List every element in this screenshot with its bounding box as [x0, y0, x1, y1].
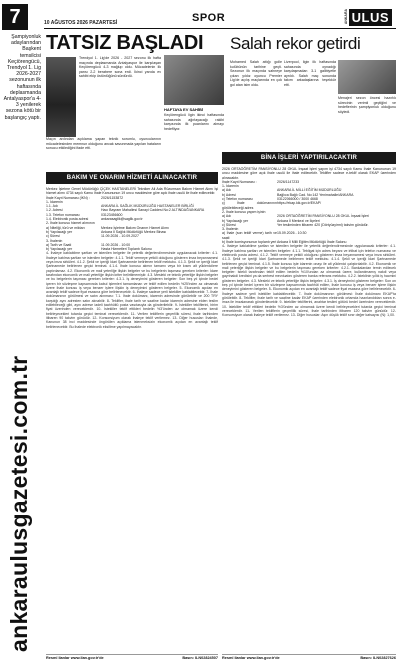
ad-maintenance-body [46, 184, 218, 329]
ad-row-key: 1- İdarenin [46, 199, 63, 204]
ad-row-key: b) Yapılacağı yer [46, 247, 73, 252]
page-number: 7 [2, 4, 28, 30]
ad-row-value: Yer tesliminden itibaren 420 (Dörtyüzyirmi) takvim günüdür. [277, 222, 369, 227]
ad-row-value: 11.09.2026 - 10:00 [101, 242, 131, 247]
story1-body-a: Trendyol 1. Lig'de 2026 - 2027 sezonu ilk hafta maçında deplasmanda Antalyaspor ile karşılaşan Keçiörengücü 4-3 mağlup oldu. Mücadelenin ilk yarısı 2-2 berabere sona erdi. İkinci yarıda ev sahibi ekip üstünlüğünü sürdürdü. [79, 56, 161, 78]
ad-row-value: 03122066000 / 3000 4668 [277, 197, 318, 202]
ad-maintenance-heading: BAKIM VE ONARIM HİZMETİ ALINACAKTIR [46, 172, 218, 184]
ad-row-key: b) Yapılacağı yer [222, 218, 249, 223]
ad-footer-left: Resmî ilanlar www.ilan.gov.tr'de [222, 656, 280, 660]
story1-match-photo [164, 55, 224, 105]
ad-row-key: a) İhale (son teklif verme) tarih ve saati [222, 231, 277, 240]
newspaper-logo [344, 8, 392, 26]
story2-body-a: Mohamed Salah attığı golle kulübünün tarihine geçti. Sezonun ilk maçında sahneye çıkan yıldız oyuncu Premier Lig'de açılış maçlarında en çok gol atan isim oldu. [230, 60, 282, 87]
ad-footer-right: Basın: ILN02827626 [360, 656, 396, 660]
ad-row-key: a) Tarih ve Saati [46, 242, 72, 247]
ad-row-key: a) Niteliği, türü ve miktarı [46, 225, 85, 230]
story1-headline: TATSIZ BAŞLADI [46, 32, 204, 54]
ad-row-value: Ankara İl Sağlık Müdürlüğü Merkez Binası [101, 229, 167, 234]
ad-row-value: ankarasaglik@saglik.gov.tr [101, 217, 143, 222]
ad-row-value: ANKARA İL MİLLİ EĞİTİM MÜDÜRLÜĞÜ [277, 188, 342, 193]
ad-row-key: a) Adı [222, 188, 232, 193]
story2-headline: Salah rekor getirdi [230, 34, 361, 53]
ad-row-value: 2026 ORTAÖĞRETİM PANSİYONLU 28 OKUL İnşaat İşleri [277, 214, 369, 219]
ad-maintenance-terms: 4- İhaleye katılabilme şartları ve istenilen belgeler ile yeterlik değerlendirmesinde uygulanacak kriterler: 4.1. İhaleye katılma şartları ve istenilen belgeler: 4.1.1. Teklif vermeye yetkili olduğunu gösteren imza beyannamesi veya imza sirküleri. 4.1.2. Şekli ve içeriği İdari Şartnamede belirlenen teklif mektubu. 4.1.3. Şekli ve içeriği İdari Şartnamede belirlenen geçici teminat. 4.1.4. İhale konusu alımın tamamı veya bir kısmı alt yüklenicilere yaptırılamaz. 4.2. Ekonomik ve mali yeterliğe ilişkin belgeler ve bu belgelerin taşıması gereken kriterler: İdare tarafından ekonomik ve mali yeterliğe ilişkin kriter belirtilmemiştir. 4.3. Mesleki ve teknik yeterliğe ilişkin belgeler ve bu belgelerin taşıması gereken kriterler: 4.3.1. İş deneyimini gösteren belgeler: Son beş yıl içinde bedel içeren bir sözleşme kapsamında kabul işlemleri tamamlanan ve teklif edilen bedelin %25'inden az olmamak üzere ihale konusu iş veya benzer işlere ilişkin iş deneyimini gösteren belgeler. 5- Ekonomik açıdan en avantajlı teklif sadece fiyat esasına göre belirlenecektir. 6- İhaleye sadece yerli istekliler katılabilecektir. 7- İhale dokümanının görülmesi ve satın alınması: 7.1. İhale dokümanı, idarenin adresinde görülebilir ve 200 TRY karşılığı aynı adresten satın alınabilir. 8- Teklifler, ihale tarih ve saatine kadar idarenin adresine elden teslim edilebileceği gibi, aynı adrese iadeli taahhütlü posta vasıtasıyla da gönderilebilir. 9- İstekliler tekliflerini, birim fiyat üzerinden vereceklerdir. 10- İstekliler teklif ettikleri bedelin %3'ünden az olmamak üzere kendi belirleyecekleri tutarda geçici teminat vereceklerdir. 11- Verilen tekliflerin geçerlilik süresi, ihale tarihinden itibaren 90 takvim günüdür. 12- Konsorsiyum olarak ihaleye teklif verilemez. 13- Diğer hususlar: İhalede, Kanunun 38 inci maddesinde öngörülen açıklama istenmeksizin ekonomik açıdan en avantajlı teklif belirlenecektir. Bu ihalede elektronik eksiltme yapılmayacaktır. [46, 251, 218, 329]
ad-building-terms: 4- İhaleye katılabilme şartları ve istenilen belgeler ile yeterlik değerlendirmesinde uygulanacak kriterler: 4.1. İhaleye katılma şartları ve istenilen belgeler: 4.1.1. Tebligat için adres beyanı ve irtibat için telefon numarası ve elektronik posta adresi. 4.1.2. Teklif vermeye yetkili olduğunu gösteren imza beyannamesi veya imza sirküleri. 4.1.3. Şekli ve içeriği İdari Şartnamede belirlenen teklif mektubu. 4.1.4. Şekli ve içeriği İdari Şartnamede belirlenen geçici teminat. 4.1.5. İhale konusu işte idarenin onayı ile alt yüklenici çalıştırılabilir. 4.2. Ekonomik ve mali yeterliğe ilişkin belgeler ve bu belgelerin taşıması gereken kriterler: 4.2.1. Bankalardan temin edilecek belgeler: İstekli tarafından teklif edilen bedelin %10'undan az olmamak üzere, kullanılmamış nakdi veya gayrinakdi kredisini ya da serbest mevduatını gösteren banka referans mektubu. 4.2.2. İsteklinin yıllık iş hacmini gösteren belgeler. 4.3. Mesleki ve teknik yeterliğe ilişkin belgeler: 4.3.1. İş deneyimini gösteren belgeler: Son on beş yıl içinde bedel içeren bir sözleşme kapsamında taahhüt edilen, ihale konusu iş veya benzer işlere ilişkin deneyimini gösteren belgeler. 5- Ekonomik açıdan en avantajlı teklif sadece fiyat esasına göre belirlenecektir. 6- İhaleye sadece yerli istekliler katılabilecektir. 7- İhale dokümanının görülmesi: İhale dokümanı EKAP'ta görülebilir. 8- Teklifler, ihale tarih ve saatine kadar EKAP üzerinden elektronik ortamda hazırlandıktan sonra e-imza ile imzalanarak gönderilecektir. 9- İstekliler tekliflerini, anahtar teslimi götürü bedel üzerinden vereceklerdir. 10- İstekliler teklif ettikleri bedelin %3'ünden az olmamak üzere kendi belirleyecekleri tutarda geçici teminat vereceklerdir. 11- Verilen tekliflerin geçerlilik süresi, ihale tarihinden itibaren 120 takvim günüdür. 12- Konsorsiyum olarak ihaleye teklif verilemez. 13- Diğer hususlar: Aşırı düşük teklif sınır değer katsayısı (N): 1,00. [222, 244, 396, 318]
header-rule [44, 28, 396, 29]
ad-row-key: 1.3. Telefon numarası [46, 212, 80, 217]
ad-row-key: b) İhale komisyonunun toplantı yeri [222, 240, 277, 245]
ad-row-value: 03123456600 [101, 212, 123, 217]
ikn-label: İhale Kayıt Numarası : [222, 179, 257, 184]
ad-row-key: c) Süresi [222, 222, 236, 227]
left-sidebar [0, 0, 42, 662]
ad-building [222, 152, 396, 662]
ad-row-key: c) Süresi [46, 234, 60, 239]
ad-maintenance-rows [46, 200, 218, 252]
ad-row-key: 1.2. Adresi [46, 208, 63, 213]
ad-row-value: https://ekap.kik.gov.tr/EKAP/ [277, 201, 322, 206]
ad-row-key: 1.4. Elektronik posta adresi [46, 217, 89, 222]
ad-row-key: c) Telefon numarası [222, 197, 253, 202]
ad-building-body [222, 164, 396, 317]
story1-body-c: Keçiörengücü ligin ikinci haftasında sahasında ağırlayacağı rakibi karşısında ilk puanlarını almayı hedefliyor. [164, 113, 224, 131]
ad-row-key: 2- İhale konusu yapım işinin [222, 209, 266, 214]
page-header [44, 6, 396, 28]
ikn-value: 2026/1147233 [277, 179, 300, 184]
website-vertical[interactable]: ankaraulusgazetesi.com.tr [6, 355, 32, 652]
story2-body-b: Liverpool, ligin ilk haftasında sahasında oynadığı karşılaşmadan 3-1 galibiyetle ayrıldı. Salah maç sonunda takım arkadaşlarına teşekkür etti. [284, 60, 336, 87]
ad-row-key: ç) İhale dokümanının görülebileceği adres [222, 201, 277, 210]
ad-row-key: a) Adı [222, 214, 232, 219]
ad-building-intro: 2026 ORTAÖĞRETİM PANSİYONLU 28 OKUL İnşaat İşleri yapım işi 4734 sayılı Kamu İhale Kanununun 19 uncu maddesine göre açık ihale usulü ile ihale edilecektir. Teklifler sadece e-teklif olarak EKAP üzerinden alınacaktır. [222, 167, 396, 180]
story1-subhead: HAFTAYA EV SAHİBİ [164, 107, 204, 112]
ad-maintenance [46, 172, 218, 662]
ad-maintenance-intro: Merkez İşletme Genel Müdürlüğü ÇİÇEK HASTANELERİ Tekniker Ali Ada Rüzumsan Bakım Hizmet Alımı İşi hizmet alımı 4734 sayılı Kamu İhale Kanununun 19 uncu maddesine göre açık ihale usulü ile ihale edilecektir. [46, 187, 218, 196]
ad-row [222, 231, 396, 240]
ad-row-key: b) Yapılacağı yer [46, 229, 73, 234]
ad-row [222, 201, 396, 210]
ad-row-value: Merkez İşletme Bakım Onarım Hizmet Alımı [101, 225, 169, 230]
ad-building-footer [222, 654, 396, 660]
ikn-value: 2026/1153872 [101, 195, 124, 200]
issue-date: 10 AĞUSTOS 2026 PAZARTESİ [44, 20, 118, 26]
ad-building-heading: BİNA İŞLERİ YAPTIRILACAKTIR [222, 152, 396, 164]
ad-row-value: Ankara İl Milli Eğitim Müdürlüğü İhale Salonu [277, 240, 347, 245]
logo-main-text: ULUS [349, 9, 392, 26]
ikn-label: İhale Kayıt Numarası (İKN) : [46, 195, 90, 200]
ad-row-key: 1- İdarenin [222, 184, 239, 189]
ad-row-key: b) Adresi [222, 192, 236, 197]
ad-building-rows [222, 184, 396, 244]
ad-row-key: 2- İhale konusu hizmet alımının [46, 221, 95, 226]
ad-row-value: Bağlıca Bağlı Cad. No:142 Yenimahalle/ANKARA [277, 192, 354, 197]
section-title: SPOR [192, 12, 226, 24]
ad-footer-left: Resmî ilanlar www.ilan.gov.tr'de [46, 656, 104, 660]
ad-row-value: ANKARA İL SAĞLIK MÜDÜRLÜĞÜ HASTANELER BİRLİĞİ [101, 204, 194, 209]
ad-row-value: 15.09.2026 - 10:30 [277, 231, 307, 236]
story2-photo [338, 60, 396, 94]
ad-row-key: 1.1. Adı [46, 204, 58, 209]
ad-row-value: 11.09.2026 - 10.09.2027 [101, 234, 139, 239]
ad-row-key: 3- İhalenin [46, 238, 63, 243]
story1-player-photo [46, 57, 76, 137]
sidebar-teaser: Şampiyonluk adaylarından Başkent temsilcisi Keçiörengücü, Trendyol 1. Lig 2026-2027 sezonunun ilk haftasında deplasmanda Antalyaspor'a 4-3 yenilerek sezona kötü bir başlangıç yaptı. [3, 34, 41, 121]
ad-row-value: Ankara İl Merkezi ve İlçeleri [277, 218, 320, 223]
ad-row-value: Hasta Hizmetleri Toplantı Salonu [101, 247, 152, 252]
logo-small-text: ANKARA [343, 9, 348, 25]
story1-body-b: Maçın ardından açıklama yapan teknik sorumlu, oyuncularının mücadelesinden memnun olduğunu ancak savunmada yapılan hataların sonucu etkilediğini ifade etti. [46, 137, 161, 150]
ad-row-key: 3- İhalenin [222, 227, 239, 232]
ad-row-value: Hacı Bayram Mahallesi Sanayi Caddesi No:2 ALTINDAĞ/ANKARA [101, 208, 205, 213]
ad-footer-right: Basın: ILN02824507 [182, 656, 218, 660]
story2-body-c: Menajeri sezon öncesi hazırlık sürecinin verimli geçtiğini ve hedeflerinin şampiyonluk olduğunu söyledi. [338, 96, 396, 114]
ad-maintenance-footer [46, 654, 218, 660]
